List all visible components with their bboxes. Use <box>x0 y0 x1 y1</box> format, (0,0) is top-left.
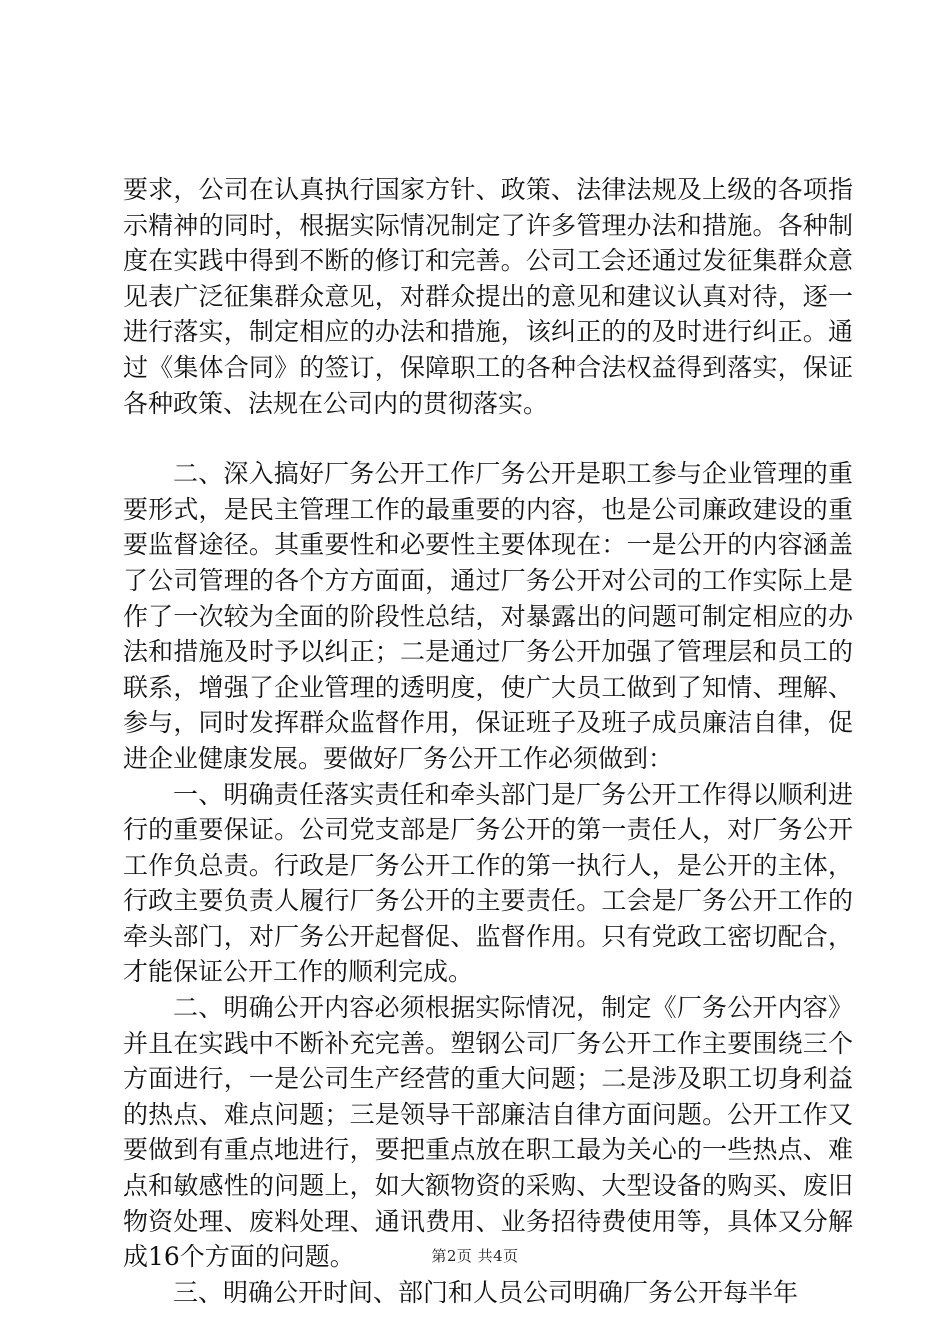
paragraph-gap <box>123 421 853 456</box>
paragraph-point-two: 二、明确公开内容必须根据实际情况，制定《厂务公开内容》并且在实践中不断补充完善。塑钢公司厂务公开工作主要围绕三个方面进行，一是公司生产经营的重大问题；二是涉及职工切身利益的热点、难点问题；三是领导干部廉洁自律方面问题。公开工作又要做到有重点地进行，要把重点放在职工最为关心的一些热点、难点和敏感性的问题上，如大额物资的采购、大型设备的购买、废旧物资处理、废料处理、通讯费用、业务招待费使用等，具体又分解成16个方面的问题。 <box>123 993 853 1272</box>
document-body <box>123 172 853 1310</box>
paragraph-continuation: 要求，公司在认真执行国家方针、政策、法律法规及上级的各项指示精神的同时，根据实际情况制定了许多管理办法和措施。各种制度在实践中得到不断的修订和完善。公司工会还通过发征集群众意见表广泛征集群众意见，对群众提出的意见和建议认真对待，逐一进行落实，制定相应的办法和措施，该纠正的的及时进行纠正。通过《集体合同》的签订，保障职工的各种合法权益得到落实，保证各种政策、法规在公司内的贯彻落实。 <box>123 175 853 418</box>
paragraph-point-three: 三、明确公开时间、部门和人员公司明确厂务公开每半年 <box>173 1277 799 1307</box>
page-number-footer: 第2页 共4页 <box>431 1247 519 1265</box>
paragraph-section-two: 二、深入搞好厂务公开工作厂务公开是职工参与企业管理的重要形式，是民主管理工作的最重要的内容，也是公司廉政建设的重要监督途径。其重要性和必要性主要体现在：一是公开的内容涵盖了公司管理的各个方方面面，通过厂务公开对公司的工作实际上是作了一次较为全面的阶段性总结，对暴露出的问题可制定相应的办法和措施及时予以纠正；二是通过厂务公开加强了管理层和员工的联系，增强了企业管理的透明度，使广大员工做到了知情、理解、参与，同时发挥群众监督作用，保证班子及班子成员廉洁自律，促进企业健康发展。要做好厂务公开工作必须做到： <box>123 459 853 773</box>
paragraph-point-one: 一、明确责任落实责任和牵头部门是厂务公开工作得以顺利进行的重要保证。公司党支部是厂务公开的第一责任人，对厂务公开工作负总责。行政是厂务公开工作的第一执行人，是公开的主体，行政主要负责人履行厂务公开的主要责任。工会是厂务公开工作的牵头部门，对厂务公开起督促、监督作用。只有党政工密切配合，才能保证公开工作的顺利完成。 <box>123 779 853 987</box>
